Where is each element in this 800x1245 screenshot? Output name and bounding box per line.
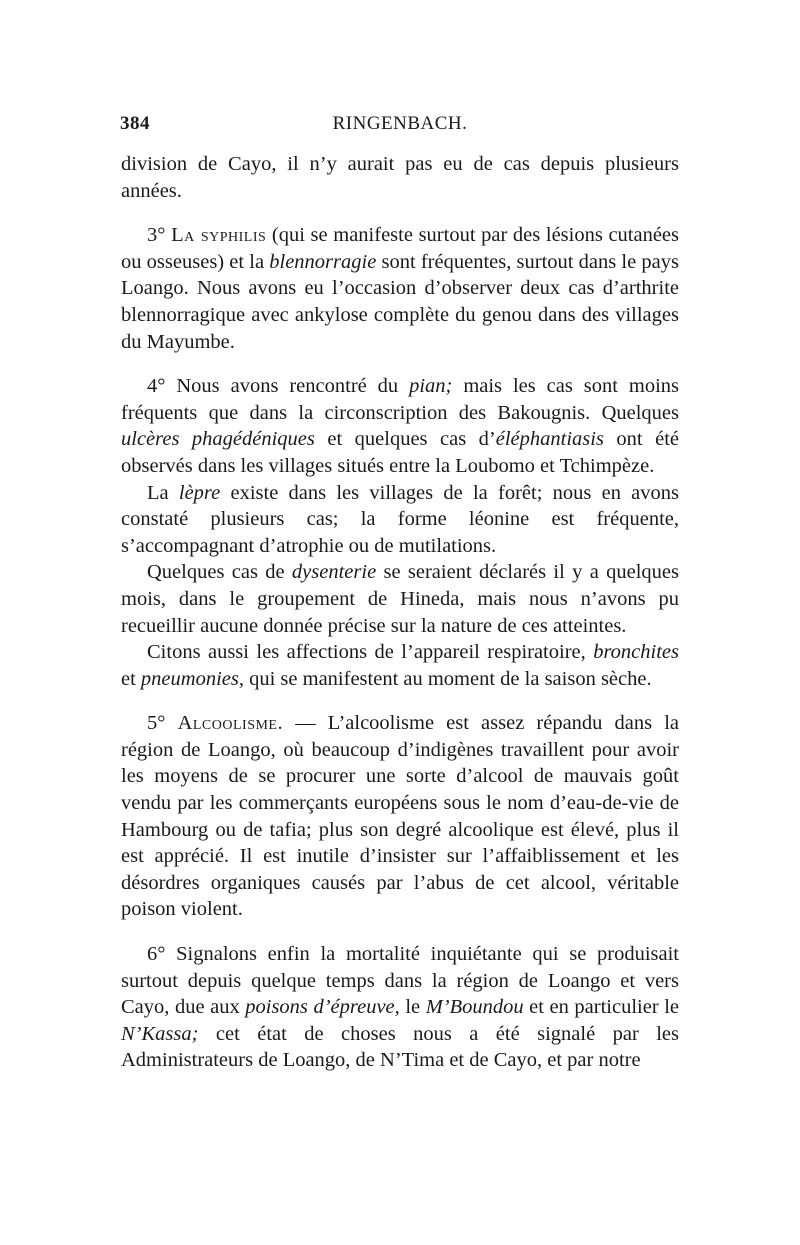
text-run: (qui se manifeste surtout par des lésions cutanées ou osseuses) et la bbox=[121, 224, 680, 273]
text-run: cet état de choses nous a été signalé par les Administrateurs de Loango, de N’Tima et de Cayo, et par notre bbox=[121, 1022, 679, 1072]
text-run: qui se manifestent au moment de la saison sèche. bbox=[243, 667, 652, 690]
italic-term: ulcères phagédéniques bbox=[121, 428, 315, 451]
text-run: et bbox=[121, 667, 141, 690]
text-run: existe dans les villages de la forêt; nous en avons constaté plusieurs cas; la forme léonine est fréquente, s’accompagnant d’atrophie ou de mutilations. bbox=[121, 481, 680, 557]
italic-term: pian; bbox=[409, 375, 453, 398]
text-run: et en particulier le bbox=[523, 996, 680, 1019]
section-number: 5° bbox=[147, 712, 166, 735]
paragraph-syphilis bbox=[121, 222, 679, 355]
italic-term: M’Boundou bbox=[425, 996, 524, 1019]
section-number: 4° bbox=[147, 375, 166, 398]
paragraph-alcoolisme bbox=[121, 710, 679, 923]
page-header bbox=[120, 113, 680, 143]
paragraph-respiratoire bbox=[121, 639, 679, 692]
text-run: La bbox=[147, 481, 179, 504]
running-title: RINGENBACH. bbox=[332, 113, 468, 134]
paragraph-lepre bbox=[121, 480, 679, 560]
section-number: 3° bbox=[147, 224, 166, 247]
page-number: 384 bbox=[120, 113, 150, 134]
italic-term: bronchites bbox=[593, 641, 679, 664]
italic-term: blennorragie bbox=[269, 250, 377, 273]
text-run: le bbox=[399, 996, 426, 1019]
text-run: Quelques cas de bbox=[147, 561, 292, 584]
paragraph-poisons bbox=[121, 941, 679, 1074]
italic-term: poisons d’épreuve, bbox=[245, 996, 400, 1019]
paragraph-1-text: division de Cayo, il n’y aurait pas eu de cas depuis plusieurs années. bbox=[121, 153, 679, 202]
text-run: — L’alcoolisme est assez répandu dans la région de Loango, où beaucoup d’indigènes travaillent pour avoir les moyens de se procurer une sorte d’alcool de mauvais goût vendu par les commerçants européens sous le nom d’eau-de-vie de Hambourg ou de tafia; plus son degré alcoolique est élevé, plus il est apprécié. Il est inutile d’insister sur l’affaiblissement et les désordres organiques causés par l’abus de cet alcool, véritable poison violent. bbox=[121, 712, 680, 921]
section-heading: Alcoolisme. bbox=[177, 712, 284, 735]
body-text bbox=[121, 151, 679, 1074]
paragraph-dysenterie bbox=[121, 559, 679, 639]
text-run: Signalons enfin la mortalité inquiétante qui se produisait surtout depuis quelque temps dans la région de Loango et vers Cayo, due aux bbox=[121, 943, 679, 1019]
text-run: Citons aussi les affections de l’appareil respiratoire, bbox=[147, 641, 594, 664]
italic-term: lèpre bbox=[178, 481, 221, 504]
text-run: sont fréquentes, surtout dans le pays Loango. Nous avons eu l’occasion d’observer deux cas d’arthrite blennorragique avec ankylose complète du genou dans des villages du Mayumbe. bbox=[121, 250, 679, 353]
text-run: et quelques cas d’ bbox=[314, 428, 496, 451]
text-run: se seraient déclarés il y a quelques mois, dans le groupement de Hineda, mais nous n’avons pu recueillir aucune donnée précise sur la nature de ces atteintes. bbox=[121, 561, 680, 637]
paragraph-pian bbox=[121, 373, 679, 479]
section-heading: La syphilis bbox=[171, 224, 267, 247]
italic-term: N’Kassa; bbox=[121, 1022, 199, 1045]
section-number: 6° bbox=[147, 943, 166, 966]
text-run: Nous avons rencontré du bbox=[165, 375, 410, 398]
italic-term: pneumonies, bbox=[140, 667, 244, 690]
italic-term: éléphantiasis bbox=[495, 428, 604, 451]
italic-term: dysenterie bbox=[291, 561, 377, 584]
text-run: ont été observés dans les villages situés entre la Loubomo et Tchimpèze. bbox=[121, 428, 679, 477]
text-run: mais les cas sont moins fréquents que dans la circonscription des Bakougnis. Quelques bbox=[121, 375, 679, 424]
paragraph-1 bbox=[121, 151, 679, 204]
